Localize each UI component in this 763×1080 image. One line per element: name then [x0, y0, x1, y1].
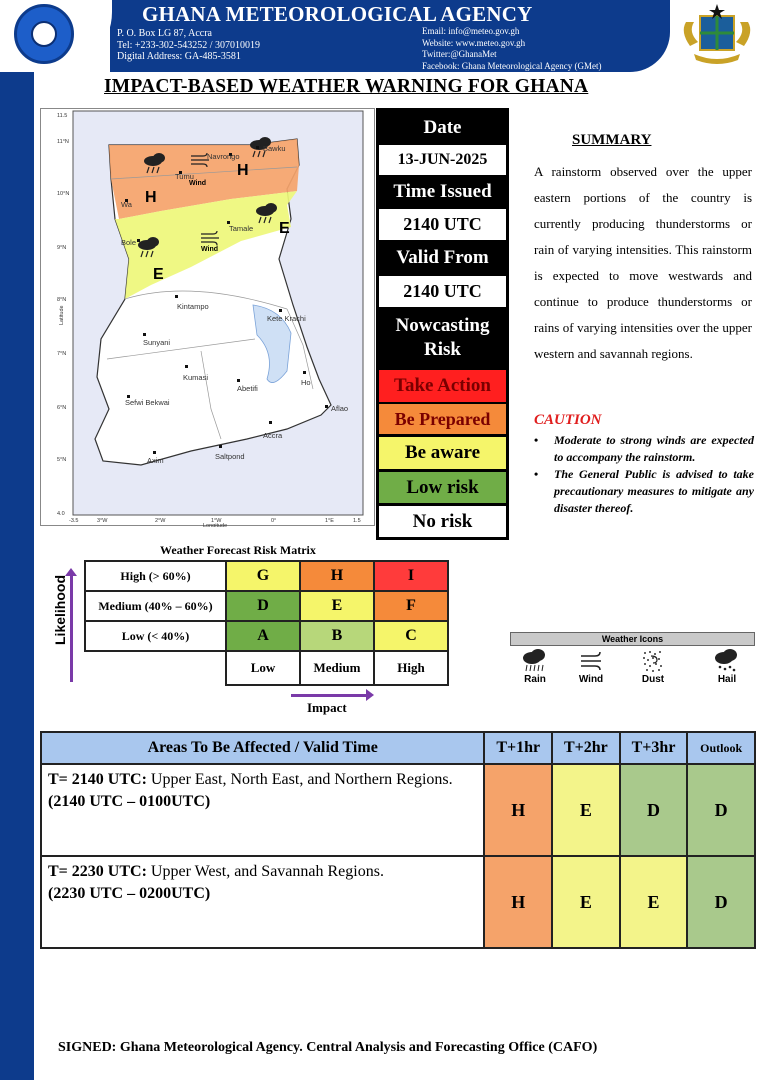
email: Email: info@meteo.gov.gh: [422, 26, 520, 36]
time-window: (2230 UTC – 0200UTC): [48, 885, 211, 902]
town-label: Sefwi Bekwai: [125, 398, 170, 407]
matrix-column-labels: [85, 651, 448, 685]
date-label: Date: [379, 112, 506, 144]
caution-list: [534, 432, 754, 517]
matrix-cell: F: [374, 591, 448, 621]
risk-t1: H: [484, 764, 552, 856]
caution-item: • The General Public is advised to take precautionary measures to mitigate any disaster thereof.: [534, 466, 754, 517]
lon-tick: 0°: [271, 518, 277, 524]
town-label: Wa: [121, 200, 132, 209]
summary-text: A rainstorm observed over the upper eastern portions of the country is currently producing thunderstorms or rain of varying intensities. This rainstorm is expected to move westwards and continue to produce thunderstorms or rains of varying intensities over the upper western and savannah regions.: [534, 164, 752, 361]
zone-letter: H: [237, 162, 249, 179]
outlook-header: Outlook: [687, 732, 755, 764]
lon-tick: -3.5: [69, 518, 79, 524]
risk-level-be-prepared: Be Prepared: [379, 404, 506, 434]
status-column: [376, 108, 509, 540]
letterhead: [0, 0, 763, 72]
matrix-col-label: Low: [226, 651, 300, 685]
matrix-cell: B: [300, 621, 374, 651]
risk-t2: E: [552, 856, 620, 948]
matrix-cell: C: [374, 621, 448, 651]
hail-icon: [713, 648, 741, 674]
website: Website: www.meteo.gov.gh: [422, 37, 526, 48]
header-address: [117, 28, 260, 63]
matrix-cell: G: [226, 561, 300, 591]
matrix-row-label: Low (< 40%): [85, 621, 226, 651]
town-label: Bawku: [263, 144, 286, 153]
valid-time: T= 2230 UTC:: [48, 863, 147, 880]
legend-hail: [702, 648, 752, 685]
town-label: Bole: [121, 238, 137, 247]
area-description: [41, 856, 484, 948]
risk-level-no-risk: No risk: [379, 506, 506, 537]
town-label: Tumu: [175, 172, 194, 181]
town-label: Tamale: [229, 224, 254, 233]
legend-dust-label: Dust: [641, 674, 665, 685]
legend-rain-label: Rain: [524, 674, 546, 685]
areas-header: Areas To Be Affected / Valid Time: [41, 732, 484, 764]
twitter: Twitter:@GhanaMet: [422, 49, 497, 59]
risk-outlook: D: [687, 764, 755, 856]
t2-header: T+2hr: [552, 732, 620, 764]
date-value: 13-JUN-2025: [379, 145, 506, 175]
town-label: Kete Krachi: [267, 314, 306, 323]
valid-from-label: Valid From: [379, 242, 506, 274]
nowcasting-label: Nowcasting Risk: [379, 309, 506, 367]
zone-letter: H: [145, 189, 157, 206]
zone-letter: E: [279, 220, 290, 237]
town-label: Ho: [301, 378, 311, 387]
po-box: P. O. Box LG 87, Accra: [117, 28, 212, 39]
likelihood-arrow: [70, 574, 73, 682]
lat-tick: 7°N: [57, 351, 67, 357]
wind-icon: [577, 648, 605, 674]
risk-matrix: [84, 560, 449, 686]
legend-wind: [566, 648, 616, 685]
matrix-row: [85, 561, 448, 591]
impact-arrow: [291, 694, 367, 697]
lat-tick: 11°N: [57, 139, 69, 145]
risk-level-low-risk: Low risk: [379, 472, 506, 503]
town-label: Navrongo: [207, 152, 240, 161]
matrix-row-label: High (> 60%): [85, 561, 226, 591]
town-label: Axim: [147, 456, 164, 465]
matrix-col-label: High: [374, 651, 448, 685]
dust-icon: [639, 648, 667, 674]
lat-tick: 6°N: [57, 405, 67, 411]
risk-t2: E: [552, 764, 620, 856]
lat-tick: 8°N: [57, 297, 67, 303]
warning-map: [40, 108, 375, 526]
town-label: Accra: [263, 431, 283, 440]
caution-heading: CAUTION: [534, 412, 602, 428]
weather-icons-title: Weather Icons: [510, 632, 755, 646]
matrix-cell: H: [300, 561, 374, 591]
town-label: Saltpond: [215, 452, 245, 461]
time-issued-label: Time Issued: [379, 176, 506, 207]
t3-header: T+3hr: [620, 732, 688, 764]
lon-tick: 3°W: [97, 518, 108, 524]
town-label: Kumasi: [183, 373, 209, 382]
coat-of-arms-icon: [676, 2, 758, 68]
areas-header-row: [41, 732, 755, 764]
lat-tick: 9°N: [57, 245, 67, 251]
lon-tick: 1°E: [325, 518, 334, 524]
matrix-empty-corner: [85, 651, 226, 685]
rain-icon: [521, 648, 549, 674]
map-xlabel: Longitude: [203, 523, 228, 527]
lon-tick: 1°W: [211, 518, 222, 524]
digital-address: Digital Address: GA-485-3581: [117, 51, 241, 62]
page-title: IMPACT-BASED WEATHER WARNING FOR GHANA: [104, 76, 589, 97]
summary-heading: SUMMARY: [572, 132, 652, 148]
lat-tick: 4.0: [57, 511, 65, 517]
lon-tick: 2°W: [155, 518, 166, 524]
legend-wind-label: Wind: [578, 674, 604, 685]
t1-header: T+1hr: [484, 732, 552, 764]
signature-line: SIGNED: Ghana Meteorological Agency. Central Analysis and Forecasting Office (CAFO): [58, 1040, 598, 1055]
matrix-cell: A: [226, 621, 300, 651]
lat-tick: 10°N: [57, 191, 70, 197]
area-description: [41, 764, 484, 856]
time-issued-value: 2140 UTC: [379, 209, 506, 240]
matrix-col-label: Medium: [300, 651, 374, 685]
gmet-logo-icon: [14, 4, 74, 64]
matrix-title: Weather Forecast Risk Matrix: [160, 543, 316, 557]
regions: Upper West, and Savannah Regions.: [146, 863, 384, 880]
legend-hail-label: Hail: [717, 674, 737, 685]
risk-t3: E: [620, 856, 688, 948]
town-label: Kintampo: [177, 302, 209, 311]
town-label: Abetifi: [237, 384, 258, 393]
likelihood-label: Likelihood: [52, 575, 68, 645]
wind-label: Wind: [189, 180, 207, 187]
town-label: Aflao: [331, 404, 349, 413]
matrix-row-label: Medium (40% – 60%): [85, 591, 226, 621]
matrix-cell: I: [374, 561, 448, 591]
risk-t3: D: [620, 764, 688, 856]
valid-from-value: 2140 UTC: [379, 276, 506, 307]
caution-item: • Moderate to strong winds are expected to accompany the rainstorm.: [534, 432, 754, 466]
zone-letter: E: [153, 266, 164, 283]
legend-rain: [510, 648, 560, 685]
matrix-row: [85, 591, 448, 621]
legend-dust: [628, 648, 678, 685]
matrix-cell: E: [300, 591, 374, 621]
table-row: [41, 856, 755, 948]
impact-label: Impact: [307, 700, 347, 715]
lat-tick: 11.5: [57, 113, 68, 119]
risk-t1: H: [484, 856, 552, 948]
areas-table: [40, 731, 756, 949]
matrix-row: [85, 621, 448, 651]
time-window: (2140 UTC – 0100UTC): [48, 793, 211, 810]
facebook: Facebook: Ghana Meteorological Agency (GMet): [422, 60, 602, 71]
telephone: Tel: +233-302-543252 / 307010019: [117, 39, 260, 51]
logo-area: [0, 0, 112, 72]
agency-title: GHANA METEOROLOGICAL AGENCY: [142, 2, 533, 26]
risk-level-take-action: Take Action: [379, 370, 506, 402]
left-sidebar-stripe: [0, 0, 34, 1080]
wind-label: Wind: [201, 246, 219, 253]
lat-tick: 5°N: [57, 457, 67, 463]
matrix-cell: D: [226, 591, 300, 621]
town-label: Sunyani: [143, 338, 171, 347]
lon-tick: 1.5: [353, 518, 361, 524]
weather-icons-legend: [510, 632, 755, 690]
valid-time: T= 2140 UTC:: [48, 771, 147, 788]
regions: Upper East, North East, and Northern Regions.: [146, 771, 453, 788]
risk-level-be-aware: Be aware: [379, 437, 506, 469]
map-ylabel: Latitude: [59, 305, 65, 325]
header-contacts: [422, 26, 601, 72]
ghana-map-svg: [41, 109, 376, 527]
table-row: [41, 764, 755, 856]
risk-outlook: D: [687, 856, 755, 948]
